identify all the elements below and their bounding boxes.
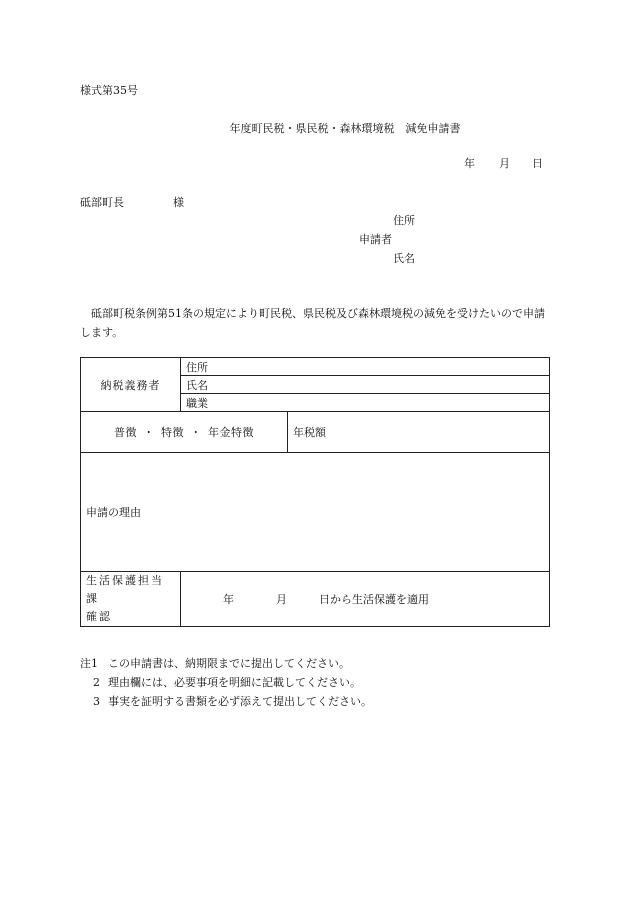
addressee	[80, 194, 184, 210]
taxpayer-name-label: 氏名	[186, 378, 208, 392]
welfare-date-field[interactable]	[181, 572, 550, 627]
addressee-town: 砥部町長	[80, 196, 124, 209]
notes	[80, 654, 372, 711]
taxpayer-address-field[interactable]	[181, 358, 550, 376]
taxpayer-occupation-label: 職業	[186, 396, 208, 410]
note-item	[80, 654, 372, 673]
date-year-label: 年	[464, 157, 475, 170]
applicant-name-label: 氏名	[393, 252, 415, 265]
collection-method-options[interactable]	[81, 412, 288, 453]
taxpayer-occupation-field[interactable]	[181, 394, 550, 412]
welfare-month-label: 月	[276, 593, 287, 606]
applicant-role-label: 申請者	[359, 233, 392, 246]
date-month-label: 月	[499, 157, 510, 170]
note-item	[80, 692, 372, 711]
option-pension-collection[interactable]: 年金特徴	[208, 426, 254, 439]
note-text: 理由欄には、必要事項を明細に記載してください。	[108, 676, 361, 689]
option-special-collection[interactable]: 特徴	[161, 426, 184, 439]
note-text: この申請書は、納期限までに提出してください。	[108, 657, 350, 670]
application-form-table	[80, 357, 550, 627]
reason-field[interactable]	[81, 453, 550, 572]
separator: ・	[143, 426, 155, 439]
separator: ・	[190, 426, 202, 439]
welfare-confirmation-label: 生活保護担当課 確認	[81, 572, 181, 627]
note-number: 2	[93, 676, 100, 689]
taxpayer-address-label: 住所	[186, 360, 208, 374]
option-ordinary-collection[interactable]: 普徴	[114, 426, 137, 439]
taxpayer-label: 納税義務者	[81, 358, 181, 412]
note-number: 注1	[80, 657, 98, 670]
welfare-year-label: 年	[223, 593, 234, 606]
applicant-address-label: 住所	[393, 214, 415, 227]
form-number: 様式第35号	[80, 84, 138, 97]
application-statement: 砥部町税条例第51条の規定により町民税、県民税及び森林環境税の減免を受けたいので申請します。	[80, 307, 545, 339]
note-text: 事実を証明する書類を必ず添えて提出してください。	[108, 695, 372, 708]
annual-tax-label: 年税額	[293, 426, 326, 439]
note-item	[80, 673, 372, 692]
addressee-honorific: 様	[173, 196, 184, 209]
date-day-label: 日	[532, 157, 543, 170]
page-title: 年度町民税・県民税・森林環境税 減免申請書	[229, 122, 461, 135]
note-number: 3	[93, 695, 100, 708]
date-line	[464, 155, 543, 171]
annual-tax-field[interactable]	[288, 412, 550, 453]
welfare-day-text: 日から生活保護を適用	[319, 593, 429, 606]
reason-label: 申請の理由	[86, 506, 141, 519]
taxpayer-name-field[interactable]	[181, 376, 550, 394]
